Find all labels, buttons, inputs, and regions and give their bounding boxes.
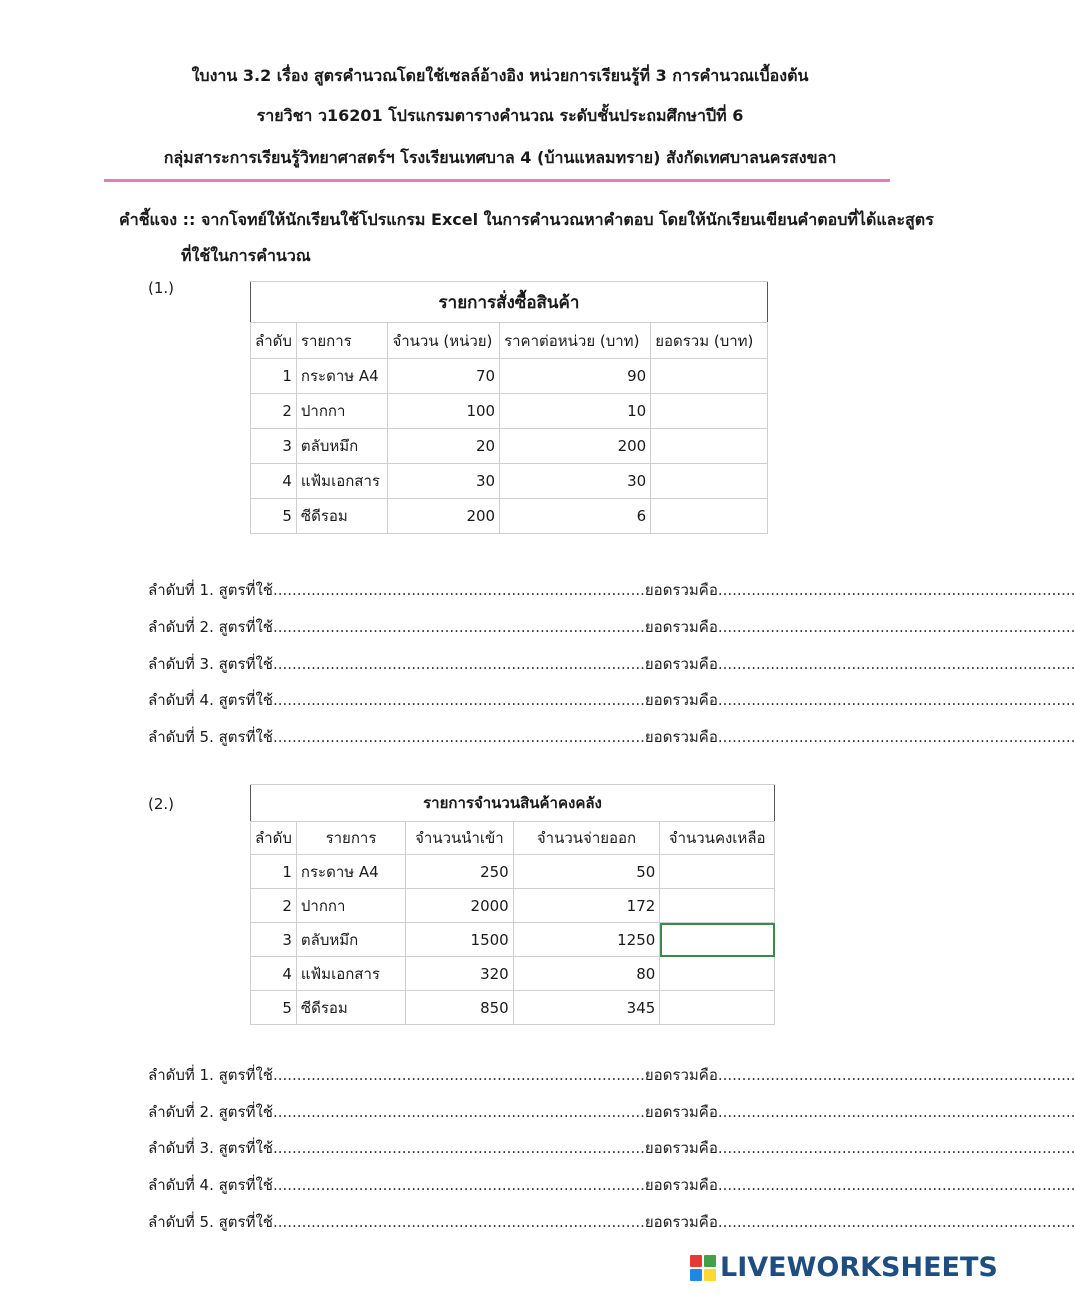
total-cell[interactable] (651, 499, 768, 534)
table-row (251, 499, 768, 534)
header-cell: รายการ (296, 323, 388, 359)
total-blank[interactable]: ........................................................................... (717, 1139, 1075, 1157)
unit-price-cell: 30 (500, 464, 651, 499)
dispatched-cell: 1250 (513, 923, 660, 957)
logo-text: LIVEWORKSHEETS (720, 1252, 998, 1283)
dispatched-cell: 172 (513, 889, 660, 923)
formula-blank[interactable]: .............................................................................. (272, 581, 645, 599)
remaining-cell[interactable] (660, 957, 775, 991)
index-cell: 4 (251, 464, 297, 499)
index-cell: 4 (251, 957, 297, 991)
course-subtitle: รายวิชา ว16201 โปรแกรมตารางคำนวณ ระดับชั้นประถมศึกษาปีที่ 6 (256, 106, 744, 125)
index-cell: 5 (251, 991, 297, 1025)
answer-prefix: ลำดับที่ 4. สูตรที่ใช้ (148, 1176, 273, 1194)
answer-line (148, 725, 1075, 749)
table-row (251, 957, 775, 991)
index-cell: 1 (251, 855, 297, 889)
answer-prefix: ลำดับที่ 1. สูตรที่ใช้ (148, 1066, 273, 1084)
instructions-line-1: คำชี้แจง :: จากโจทย์ให้นักเรียนใช้โปรแกรม Excel ในการคำนวณหาคำตอบ โดยให้นักเรียนเขียนคำตอบที่ได้และสูตร (119, 210, 934, 229)
item-cell: กระดาษ A4 (296, 359, 388, 394)
question-1-label: (1.) (148, 279, 175, 297)
table-row (251, 923, 775, 957)
answer-mid-label: ยอดรวมคือ (644, 691, 718, 709)
total-blank[interactable]: ........................................................................... (717, 1213, 1075, 1231)
total-cell[interactable] (651, 359, 768, 394)
header-cell: ราคาต่อหน่วย (บาท) (500, 323, 651, 359)
index-cell: 2 (251, 889, 297, 923)
answer-line (148, 1173, 1075, 1197)
imported-cell: 320 (406, 957, 514, 991)
table-row (251, 429, 768, 464)
answer-mid-label: ยอดรวมคือ (644, 1139, 718, 1157)
answer-line (148, 652, 1075, 676)
unit-price-cell: 6 (500, 499, 651, 534)
unit-price-cell: 10 (500, 394, 651, 429)
remaining-cell[interactable] (660, 991, 775, 1025)
answer-prefix: ลำดับที่ 2. สูตรที่ใช้ (148, 618, 273, 636)
total-cell[interactable] (651, 429, 768, 464)
table-row (251, 889, 775, 923)
index-cell: 3 (251, 429, 297, 464)
table-title: รายการจำนวนสินค้าคงคลัง (251, 785, 775, 822)
table-row (251, 359, 768, 394)
item-cell: แฟ้มเอกสาร (296, 464, 388, 499)
total-blank[interactable]: ........................................................................... (717, 691, 1075, 709)
item-cell: แฟ้มเอกสาร (296, 957, 405, 991)
item-cell: ซีดีรอม (296, 991, 405, 1025)
answer-line (148, 578, 1075, 602)
quantity-cell: 100 (388, 394, 500, 429)
instructions-line-2: ที่ใช้ในการคำนวณ (181, 246, 311, 265)
answer-prefix: ลำดับที่ 2. สูตรที่ใช้ (148, 1103, 273, 1121)
header-cell: ลำดับ (251, 323, 297, 359)
item-cell: ตลับหมึก (296, 429, 388, 464)
answer-prefix: ลำดับที่ 5. สูตรที่ใช้ (148, 1213, 273, 1231)
inventory-table (250, 784, 775, 1025)
quantity-cell: 20 (388, 429, 500, 464)
header-cell: ยอดรวม (บาท) (651, 323, 768, 359)
item-cell: ซีดีรอม (296, 499, 388, 534)
formula-blank[interactable]: .............................................................................. (272, 1176, 645, 1194)
item-cell: ตลับหมึก (296, 923, 405, 957)
remaining-cell[interactable] (660, 889, 775, 923)
index-cell: 2 (251, 394, 297, 429)
item-cell: ปากกา (296, 889, 405, 923)
table-row (251, 991, 775, 1025)
dispatched-cell: 50 (513, 855, 660, 889)
table-header-row (251, 323, 768, 359)
answer-mid-label: ยอดรวมคือ (644, 655, 718, 673)
answer-mid-label: ยอดรวมคือ (644, 1066, 718, 1084)
table-title: รายการสั่งซื้อสินค้า (251, 282, 768, 323)
quantity-cell: 70 (388, 359, 500, 394)
answer-prefix: ลำดับที่ 5. สูตรที่ใช้ (148, 728, 273, 746)
formula-blank[interactable]: .............................................................................. (272, 1103, 645, 1121)
header-cell: จำนวนคงเหลือ (660, 822, 775, 855)
header-divider (104, 179, 890, 182)
remaining-cell[interactable] (660, 855, 775, 889)
imported-cell: 2000 (406, 889, 514, 923)
answer-line (148, 688, 1075, 712)
index-cell: 3 (251, 923, 297, 957)
liveworksheets-logo (690, 1252, 998, 1283)
total-blank[interactable]: ........................................................................... (717, 1176, 1075, 1194)
total-blank[interactable]: ........................................................................... (717, 1103, 1075, 1121)
worksheet-title: ใบงาน 3.2 เรื่อง สูตรคำนวณโดยใช้เซลล์อ้างอิง หน่วยการเรียนรู้ที่ 3 การคำนวณเบื้องต้น (191, 66, 809, 85)
header-cell: จำนวนจ่ายออก (513, 822, 660, 855)
total-blank[interactable]: ........................................................................... (717, 581, 1075, 599)
unit-price-cell: 200 (500, 429, 651, 464)
total-blank[interactable]: ........................................................................... (717, 655, 1075, 673)
answer-prefix: ลำดับที่ 3. สูตรที่ใช้ (148, 1139, 273, 1157)
purchase-order-table (250, 281, 768, 534)
table-row (251, 464, 768, 499)
formula-blank[interactable]: .............................................................................. (272, 1066, 645, 1084)
answer-mid-label: ยอดรวมคือ (644, 1176, 718, 1194)
dispatched-cell: 345 (513, 991, 660, 1025)
imported-cell: 1500 (406, 923, 514, 957)
formula-blank[interactable]: .............................................................................. (272, 618, 645, 636)
total-cell[interactable] (651, 394, 768, 429)
total-cell[interactable] (651, 464, 768, 499)
question-2-label: (2.) (148, 795, 175, 813)
formula-blank[interactable]: .............................................................................. (272, 691, 645, 709)
index-cell: 1 (251, 359, 297, 394)
liveworksheets-grid-icon (690, 1255, 716, 1281)
imported-cell: 250 (406, 855, 514, 889)
index-cell: 5 (251, 499, 297, 534)
item-cell: ปากกา (296, 394, 388, 429)
answer-prefix: ลำดับที่ 3. สูตรที่ใช้ (148, 655, 273, 673)
answer-prefix: ลำดับที่ 1. สูตรที่ใช้ (148, 581, 273, 599)
header-cell: รายการ (296, 822, 405, 855)
answer-mid-label: ยอดรวมคือ (644, 1213, 718, 1231)
header-cell: จำนวนนำเข้า (406, 822, 514, 855)
formula-blank[interactable]: .............................................................................. (272, 728, 645, 746)
total-blank[interactable]: ........................................................................... (717, 728, 1075, 746)
answer-mid-label: ยอดรวมคือ (644, 581, 718, 599)
table-row (251, 394, 768, 429)
answer-prefix: ลำดับที่ 4. สูตรที่ใช้ (148, 691, 273, 709)
item-cell: กระดาษ A4 (296, 855, 405, 889)
total-blank[interactable]: ........................................................................... (717, 618, 1075, 636)
total-blank[interactable]: ........................................................................... (717, 1066, 1075, 1084)
formula-blank[interactable]: .............................................................................. (272, 655, 645, 673)
answer-line (148, 1063, 1075, 1087)
answer-line (148, 1136, 1075, 1160)
dispatched-cell: 80 (513, 957, 660, 991)
quantity-cell: 200 (388, 499, 500, 534)
unit-price-cell: 90 (500, 359, 651, 394)
answer-mid-label: ยอดรวมคือ (644, 728, 718, 746)
table-row (251, 855, 775, 889)
quantity-cell: 30 (388, 464, 500, 499)
table-header-row (251, 822, 775, 855)
imported-cell: 850 (406, 991, 514, 1025)
header-cell: จำนวน (หน่วย) (388, 323, 500, 359)
answer-mid-label: ยอดรวมคือ (644, 618, 718, 636)
remaining-cell-selected[interactable] (660, 923, 775, 957)
answer-mid-label: ยอดรวมคือ (644, 1103, 718, 1121)
formula-blank[interactable]: .............................................................................. (272, 1139, 645, 1157)
formula-blank[interactable]: .............................................................................. (272, 1213, 645, 1231)
answer-line (148, 1100, 1075, 1124)
header-cell: ลำดับ (251, 822, 297, 855)
answer-line (148, 615, 1075, 639)
answer-line (148, 1210, 1075, 1234)
school-subtitle: กลุ่มสาระการเรียนรู้วิทยาศาสตร์ฯ โรงเรียนเทศบาล 4 (บ้านแหลมทราย) สังกัดเทศบาลนครสงขลา (163, 148, 837, 167)
